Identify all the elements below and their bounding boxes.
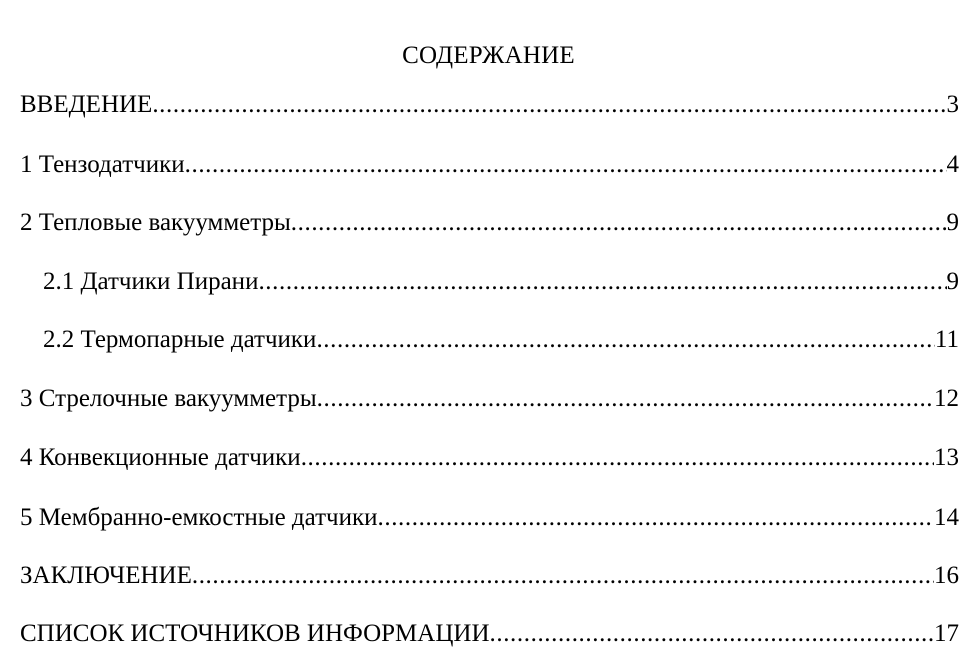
toc-title: СОДЕРЖАНИЕ: [402, 42, 575, 69]
toc-page-number: 14: [934, 504, 959, 531]
toc-page-number: 17: [934, 620, 959, 647]
toc-dot-leader: [192, 556, 934, 596]
toc-dot-leader: [316, 320, 934, 360]
toc-entry-section-2-2[interactable]: [43, 320, 959, 360]
toc-entry-label: 2.1 Датчики Пирани: [43, 268, 259, 295]
toc-entry-section-3[interactable]: [20, 379, 959, 419]
toc-entry-section-2[interactable]: [20, 203, 959, 243]
toc-entry-label: 3 Стрелочные вакуумметры: [20, 385, 317, 412]
toc-dot-leader: [258, 262, 946, 302]
toc-entry-section-2-1[interactable]: [43, 262, 959, 302]
toc-page-number: 16: [934, 562, 959, 589]
toc-dot-leader: [152, 85, 946, 125]
toc-page-number: 9: [946, 268, 959, 295]
toc-entry-label: 2 Тепловые вакуумметры: [20, 209, 291, 236]
toc-page-number: 13: [934, 444, 959, 471]
toc-page-number: 11: [934, 326, 959, 353]
toc-dot-leader: [185, 145, 947, 185]
toc-entry-section-4[interactable]: [20, 438, 959, 478]
toc-page-number: 4: [946, 151, 959, 178]
toc-entry-label: ВВЕДЕНИЕ: [20, 91, 153, 118]
toc-page-number: 9: [946, 209, 959, 236]
toc-entry-label: 1 Тензодатчики: [20, 151, 185, 178]
toc-entry-label: 4 Конвекционные датчики: [20, 444, 301, 471]
toc-entry-section-1[interactable]: [20, 145, 959, 185]
toc-entry-label: СПИСОК ИСТОЧНИКОВ ИНФОРМАЦИИ: [20, 620, 490, 647]
toc-dot-leader: [291, 203, 947, 243]
toc-entry-conclusion[interactable]: [20, 556, 959, 596]
toc-dot-leader: [490, 614, 935, 654]
toc-entry-section-5[interactable]: [20, 498, 959, 538]
toc-dot-leader: [301, 438, 934, 478]
toc-dot-leader: [317, 379, 934, 419]
toc-entry-label: ЗАКЛЮЧЕНИЕ: [20, 562, 192, 589]
toc-entry-label: 2.2 Термопарные датчики: [43, 326, 317, 353]
toc-page-number: 3: [946, 91, 959, 118]
toc-dot-leader: [378, 498, 935, 538]
toc-entry-label: 5 Мембранно-емкостные датчики: [20, 504, 378, 531]
toc-entry-introduction[interactable]: [20, 85, 959, 125]
toc-entry-references[interactable]: [20, 614, 959, 654]
toc-page-number: 12: [934, 385, 959, 412]
